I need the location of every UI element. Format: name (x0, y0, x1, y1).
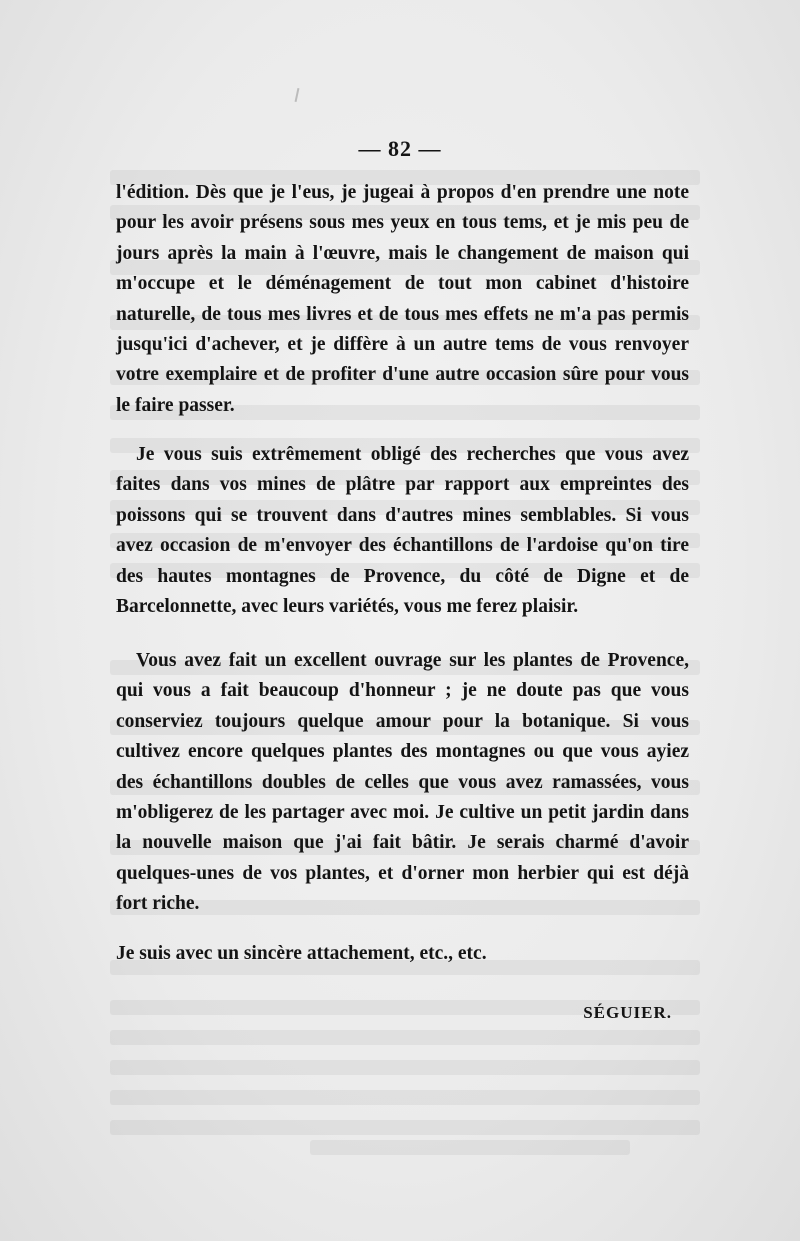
paragraph-1: l'édition. Dès que je l'eus, je jugeai à propos d'en prendre une note pour les avoir présens sous mes yeux en tous tems, et je mis peu de jours après la main à l'œuvre, mais le changement de maison qui m'occupe et le déménagement de tout mon cabinet d'histoire naturelle, de tous mes livres et de tous mes effets ne m'a pas permis jusqu'ici d'achever, et je diffère à un autre tems de vous renvoyer votre exemplaire et de profiter d'une autre occasion sûre pour vous le faire passer. (116, 182, 689, 416)
page-number: — 82 — (358, 136, 442, 161)
paragraph-3: Vous avez fait un excellent ouvrage sur les plantes de Provence, qui vous a fait beaucoup d'honneur ; je ne doute pas que vous conserviez toujours quelque amour pour la botanique. Si vous cultivez encore quelques plantes des montagnes ou que vous ayiez des échantillons doubles de celles que vous avez ramassées, vous m'obligerez de les partager avec moi. Je cultive un petit jardin dans la nouvelle maison que j'ai fait bâtir. Je serais charmé d'avoir quelques-unes de vos plantes, et d'orner mon herbier qui est déjà fort riche. (116, 650, 689, 915)
closing-line: Je suis avec un sincère attachement, etc., etc. (116, 943, 487, 964)
paragraph-2: Je vous suis extrêmement obligé des recherches que vous avez faites dans vos mines de plâtre par rapport aux empreintes des poissons qui se trouvent dans d'autres mines semblables. Si vous avez occasion de m'envoyer des échantillons de l'ardoise qu'on tire des hautes montagnes de Provence, du côté de Digne et de Barcelonnette, avec leurs variétés, vous me ferez plaisir. (116, 444, 689, 618)
stray-pen-mark (295, 88, 300, 102)
signature: SÉGUIER. (583, 1003, 672, 1022)
